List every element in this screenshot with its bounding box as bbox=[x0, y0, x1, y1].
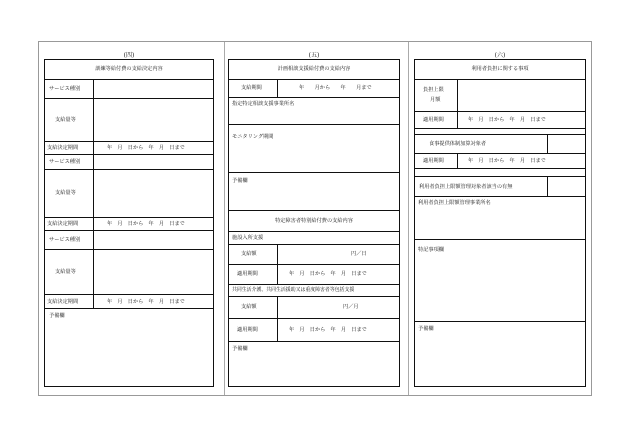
applicable-period-label: 適用期間 bbox=[237, 327, 258, 333]
mgmt-office-label: 利用者負担上限額管理事業所名 bbox=[418, 200, 491, 206]
special-title-row bbox=[229, 211, 399, 232]
period-value: 年 月 日から 年 月 日まで bbox=[107, 145, 185, 151]
period-row bbox=[45, 142, 213, 155]
amount-label: 支給量等 bbox=[55, 117, 76, 123]
panel-6-box bbox=[414, 59, 586, 387]
period-value: 年 月 日から 年 月 日まで bbox=[107, 221, 185, 227]
amount-unit: 円／月 bbox=[343, 304, 359, 310]
applicable-period-value: 年 月 日から 年 月 日まで bbox=[468, 158, 546, 164]
service-label: サービス種別 bbox=[49, 159, 81, 165]
panel-5-number: (五) bbox=[308, 52, 320, 59]
period-label: 支給決定期間 bbox=[47, 221, 79, 227]
applicable-period-value: 年 月 日から 年 月 日まで bbox=[289, 271, 367, 277]
amount-label: 支給量等 bbox=[55, 269, 76, 275]
burden-limit-label: 負担上限 bbox=[423, 87, 444, 93]
applicable-period-label: 適用期間 bbox=[237, 271, 258, 277]
special-benefit-title: 特定障害者特別給付費の支給内容 bbox=[275, 218, 353, 224]
panel-6-number: (六) bbox=[494, 52, 506, 59]
reserve-row bbox=[229, 173, 399, 211]
group-home-row bbox=[229, 285, 399, 297]
burden-limit-row bbox=[415, 80, 585, 112]
group-home-label: 共同生活介護、共同生活援助又は重度障害者等包括支援 bbox=[232, 287, 355, 293]
amount-label: 支給額 bbox=[241, 304, 257, 310]
service-label: サービス種別 bbox=[49, 237, 81, 243]
applicable-period-value: 年 月 日から 年 月 日まで bbox=[468, 117, 546, 123]
amount-row bbox=[45, 99, 213, 142]
amount-unit: 円／日 bbox=[351, 251, 367, 257]
panel-5-title-row bbox=[229, 60, 399, 80]
panel-4-box bbox=[44, 59, 214, 387]
burden-limit-label-2: 月額 bbox=[430, 97, 441, 103]
reserve-label: 予備欄 bbox=[418, 326, 434, 332]
applicable-period-row-2 bbox=[415, 154, 585, 169]
meal-provision-label: 食事提供体制加算対象者 bbox=[429, 141, 487, 147]
period-row bbox=[45, 295, 213, 309]
monitoring-row bbox=[229, 125, 399, 173]
panel-5-box bbox=[228, 59, 400, 387]
amount-row-2 bbox=[229, 297, 399, 319]
facility-support-label: 施設入所支援 bbox=[232, 235, 264, 241]
payment-period-label: 支給期間 bbox=[241, 85, 262, 91]
amount-label: 支給額 bbox=[241, 251, 257, 257]
mgmt-target-label: 利用者負担上限額管理対象者該当の有無 bbox=[419, 184, 513, 190]
monitoring-label: モニタリング期間 bbox=[232, 134, 274, 140]
service-label: サービス種別 bbox=[49, 86, 81, 92]
panel-4-title: 訓練等給付費の支給決定内容 bbox=[95, 66, 163, 72]
service-row bbox=[45, 155, 213, 170]
panel-4-title-row bbox=[45, 60, 213, 80]
panel-divider bbox=[408, 42, 409, 395]
reserve-label: 予備欄 bbox=[49, 313, 65, 319]
applicable-period-row bbox=[229, 265, 399, 285]
amount-label: 支給量等 bbox=[55, 190, 76, 196]
service-row bbox=[45, 80, 213, 99]
period-label: 支給決定期間 bbox=[47, 299, 79, 305]
applicable-period-row-2 bbox=[229, 319, 399, 342]
reserve-label: 予備欄 bbox=[232, 178, 248, 184]
amount-row bbox=[229, 245, 399, 265]
period-row bbox=[45, 218, 213, 231]
reserve-label: 予備欄 bbox=[232, 346, 248, 352]
meal-provision-row bbox=[415, 134, 585, 154]
panel-4-number: (四) bbox=[123, 52, 135, 59]
mgmt-office-row bbox=[415, 197, 585, 240]
applicable-period-label: 適用期間 bbox=[423, 158, 444, 164]
amount-row bbox=[45, 170, 213, 218]
applicable-period-row bbox=[415, 112, 585, 129]
payment-period-row bbox=[229, 80, 399, 98]
period-label: 支給決定期間 bbox=[47, 145, 79, 151]
special-notes-row bbox=[415, 240, 585, 322]
amount-row bbox=[45, 250, 213, 295]
designated-office-label: 指定特定相談支援事業所名 bbox=[232, 101, 295, 107]
panel-6-title: 利用者負担に関する事項 bbox=[471, 66, 529, 72]
panel-divider bbox=[224, 42, 225, 395]
service-row bbox=[45, 231, 213, 250]
special-notes-label: 特記事項欄 bbox=[418, 247, 444, 253]
applicable-period-value: 年 月 日から 年 月 日まで bbox=[289, 327, 367, 333]
mgmt-target-row bbox=[415, 176, 585, 197]
panel-6-title-row bbox=[415, 60, 585, 80]
period-value: 年 月 日から 年 月 日まで bbox=[107, 299, 185, 305]
payment-period-value: 年 月から 年 月まで bbox=[299, 85, 372, 91]
designated-office-row bbox=[229, 98, 399, 125]
facility-support-row bbox=[229, 232, 399, 245]
applicable-period-label: 適用期間 bbox=[423, 117, 444, 123]
panel-5-title: 計画相談支援給付費の支給内容 bbox=[277, 66, 351, 72]
